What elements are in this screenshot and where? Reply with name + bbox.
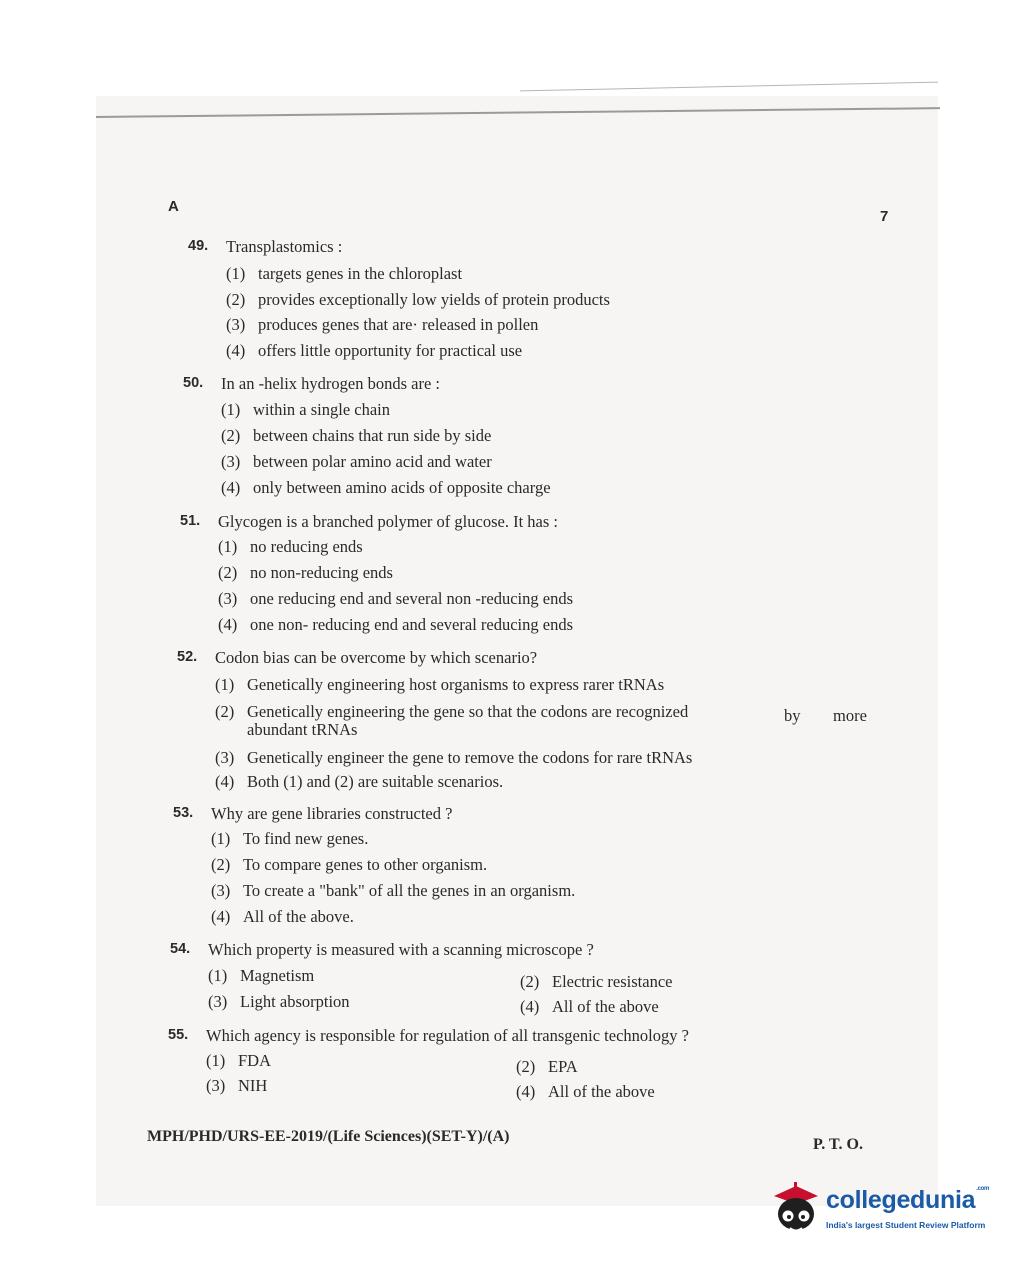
option-1: (1) Magnetism xyxy=(208,966,315,985)
option-4: (4) one non- reducing end and several reducing ends xyxy=(218,615,574,634)
option-1: (1) targets genes in the chloroplast xyxy=(226,264,463,283)
option-1: (1) Genetically engineering host organisms to express rarer tRNAs xyxy=(215,675,665,694)
question-number: 53. xyxy=(173,805,194,821)
option-3: (3) between polar amino acid and water xyxy=(221,452,492,471)
question-text: Glycogen is a branched polymer of glucose. It has : xyxy=(218,512,558,531)
option-3: (3) Genetically engineer the gene to remove the codons for rare tRNAs xyxy=(215,748,693,767)
set-letter: A xyxy=(168,198,179,215)
option-2: (2) Genetically engineering the gene so that the codons are recognized xyxy=(215,702,689,721)
option-4: (4) All of the above xyxy=(516,1082,655,1101)
option-4: (4) offers little opportunity for practical use xyxy=(226,341,523,360)
option-1: (1) To find new genes. xyxy=(211,829,369,848)
question-text: Which agency is responsible for regulation of all transgenic technology ? xyxy=(206,1026,689,1045)
question-number: 52. xyxy=(177,649,198,665)
option-3: (3) To create a "bank" of all the genes in an organism. xyxy=(211,881,576,900)
logo-wordmark: collegedunia$^{.com}$ xyxy=(826,1186,990,1214)
option-2: (2) between chains that run side by side xyxy=(221,426,492,445)
logo-superscript: .com xyxy=(976,1186,990,1192)
question-text: Why are gene libraries constructed ? xyxy=(211,804,453,823)
top-rule-secondary xyxy=(520,82,938,92)
question-number: 50. xyxy=(183,375,204,391)
option-1: (1) no reducing ends xyxy=(218,537,363,556)
please-turn-over: P. T. O. xyxy=(813,1136,863,1153)
option-2: (2) To compare genes to other organism. xyxy=(211,855,488,874)
logo-tagline: India's largest Student Review Platform xyxy=(826,1220,986,1230)
question-number: 55. xyxy=(168,1027,189,1043)
question-number: 51. xyxy=(180,513,201,529)
question-text: Which property is measured with a scanning microscope ? xyxy=(208,940,594,959)
option-3: (3) one reducing end and several non -reducing ends xyxy=(218,589,574,608)
graduate-mascot-icon xyxy=(768,1180,826,1244)
option-2: (2) EPA xyxy=(516,1057,578,1076)
option-4: (4) All of the above. xyxy=(211,907,354,926)
question-text: In an -helix hydrogen bonds are : xyxy=(221,374,441,393)
option-2-by: by xyxy=(784,706,801,725)
page-number: 7 xyxy=(880,208,889,225)
collegedunia-logo xyxy=(768,1180,998,1244)
option-3: (3) Light absorption xyxy=(208,992,350,1011)
option-2-line2: abundant tRNAs xyxy=(247,720,358,739)
option-2: (2) no non-reducing ends xyxy=(218,563,393,582)
option-3: (3) produces genes that are· released in pollen xyxy=(226,315,539,334)
option-4: (4) Both (1) and (2) are suitable scenarios. xyxy=(215,772,504,791)
option-2: (2) Electric resistance xyxy=(520,972,673,991)
option-3: (3) NIH xyxy=(206,1076,268,1095)
option-2: (2) provides exceptionally low yields of protein products xyxy=(226,290,610,309)
option-4: (4) All of the above xyxy=(520,997,659,1016)
option-1: (1) FDA xyxy=(206,1051,272,1070)
option-2-more: more xyxy=(833,706,867,725)
question-number: 49. xyxy=(188,238,209,254)
question-number: 54. xyxy=(170,941,191,957)
question-text: Codon bias can be overcome by which scenario? xyxy=(215,648,538,667)
paper-code: MPH/PHD/URS-EE-2019/(Life Sciences)(SET-Y)/(A) xyxy=(147,1128,510,1145)
option-1: (1) within a single chain xyxy=(221,400,391,419)
option-4: (4) only between amino acids of opposite charge xyxy=(221,478,551,497)
question-text: Transplastomics : xyxy=(226,237,343,256)
